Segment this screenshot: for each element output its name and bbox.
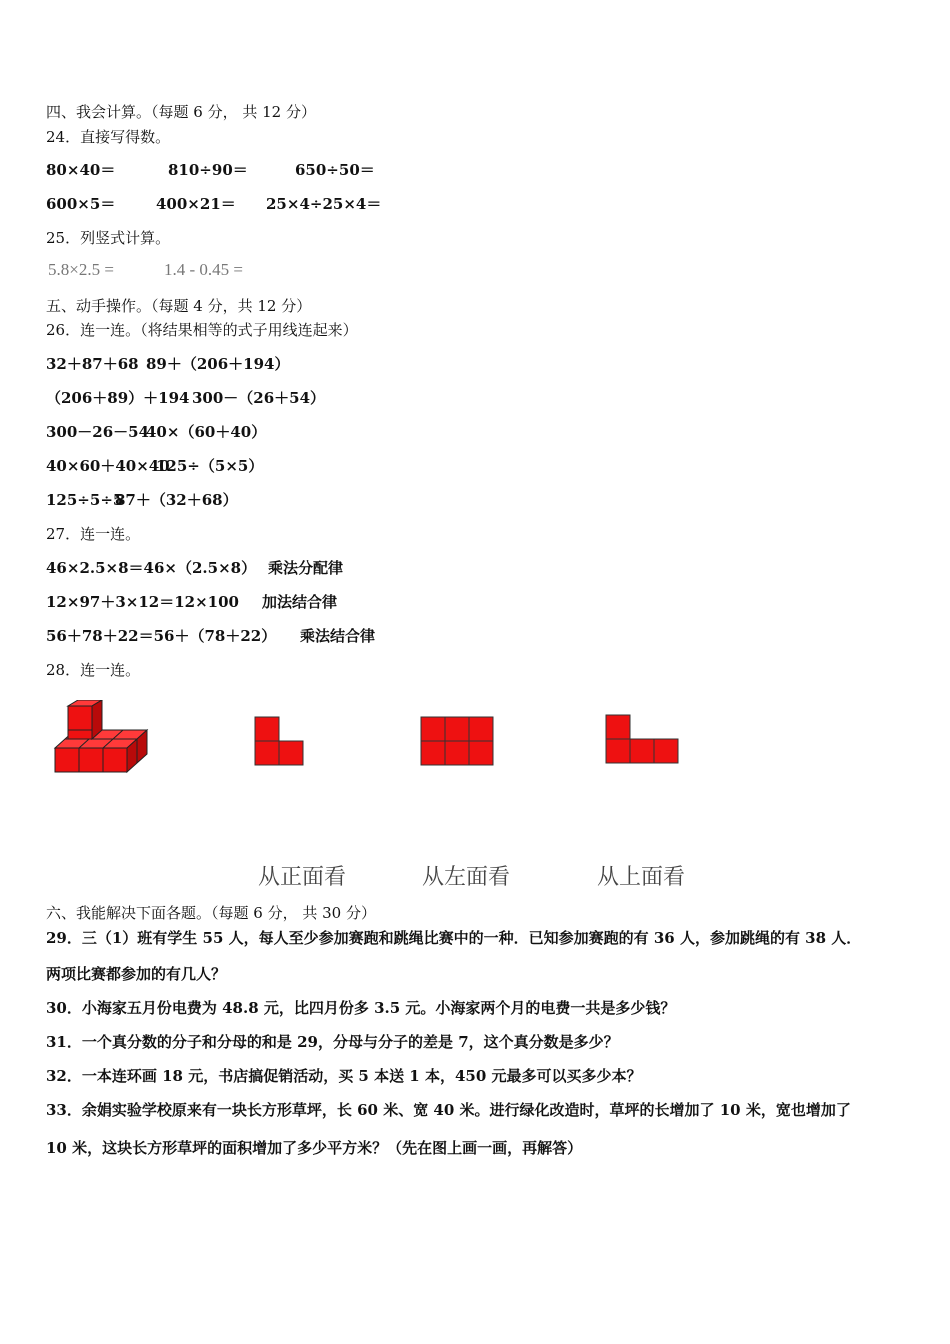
- q32-text: 32．一本连环画 18 元，书店搞促销活动，买 5 本送 1 本，450 元最多可以买多少本？: [46, 1067, 642, 1085]
- caption-top-view: 从上面看: [597, 865, 686, 890]
- q25-title: 25．列竖式计算。: [46, 229, 171, 247]
- l-long-view-figure: [605, 714, 681, 766]
- q26-right: 89＋（206＋194）: [146, 355, 290, 373]
- l-shape-view-figure: [254, 716, 306, 768]
- q27-left: 46×2.5×8＝46×（2.5×8）: [46, 559, 257, 577]
- section-5-title: 五、动手操作。（每题 4 分，共 12 分）: [46, 297, 312, 315]
- q27-left: 56＋78＋22＝56＋（78＋22）: [46, 627, 277, 645]
- q24-item: 80×40＝: [46, 161, 116, 179]
- q26-right: 87＋（32＋68）: [115, 491, 238, 509]
- q26-right: 40×（60＋40）: [146, 423, 267, 441]
- q24-item: 400×21＝: [156, 195, 236, 213]
- q26-left: 125÷5÷5: [46, 491, 124, 509]
- q25-item: 1.4 - 0.45 =: [164, 260, 243, 279]
- q26-title: 26．连一连。（将结果相等的式子用线连起来）: [46, 321, 358, 339]
- q26-left: 40×60＋40×40: [46, 457, 170, 475]
- q26-left: 32＋87＋68: [46, 355, 139, 373]
- q31-text: 31．一个真分数的分子和分母的和是 29，分母与分子的差是 7，这个真分数是多少？: [46, 1033, 619, 1051]
- q30-text: 30．小海家五月份电费为 48.8 元，比四月份多 3.5 元。小海家两个月的电费一共是多少钱？: [46, 999, 676, 1017]
- q28-title: 28．连一连。: [46, 661, 141, 679]
- q24-item: 650÷50＝: [295, 161, 375, 179]
- q27-right: 乘法结合律: [300, 627, 376, 645]
- q27-right: 加法结合律: [262, 593, 338, 611]
- section-6-title: 六、我能解决下面各题。（每题 6 分， 共 30 分）: [46, 904, 376, 922]
- q26-left: 300－26－54: [46, 423, 150, 441]
- q27-left: 12×97＋3×12＝12×100: [46, 593, 239, 611]
- q33-text-cont: 10 米，这块长方形草坪的面积增加了多少平方米？（先在图上画一画，再解答）: [46, 1139, 583, 1157]
- caption-front-view: 从正面看: [258, 865, 347, 890]
- section-4-title: 四、我会计算。（每题 6 分， 共 12 分）: [46, 103, 316, 121]
- cube-stack-figure: [50, 700, 152, 776]
- q29-text: 29．三（1）班有学生 55 人，每人至少参加赛跑和跳绳比赛中的一种．已知参加赛跑的有 36 人，参加跳绳的有 38 人．: [46, 929, 862, 947]
- q26-left: （206＋89）＋194: [46, 389, 190, 407]
- q24-item: 600×5＝: [46, 195, 116, 213]
- q24-title: 24．直接写得数。: [46, 128, 171, 146]
- q26-right: 300－（26＋54）: [192, 389, 326, 407]
- q24-item: 810÷90＝: [168, 161, 248, 179]
- rectangle-view-figure: [420, 716, 496, 768]
- q25-item: 5.8×2.5 =: [48, 260, 114, 279]
- q26-right: 125÷（5×5）: [156, 457, 264, 475]
- caption-left-view: 从左面看: [422, 865, 511, 890]
- q33-text: 33．余娟实验学校原来有一块长方形草坪，长 60 米、宽 40 米。进行绿化改造时，草坪的长增加了 10 米，宽也增加了: [46, 1101, 851, 1119]
- q27-title: 27．连一连。: [46, 525, 141, 543]
- q29-text-cont: 两项比赛都参加的有几人？: [46, 965, 227, 983]
- q27-right: 乘法分配律: [268, 559, 344, 577]
- q24-item: 25×4÷25×4＝: [266, 195, 382, 213]
